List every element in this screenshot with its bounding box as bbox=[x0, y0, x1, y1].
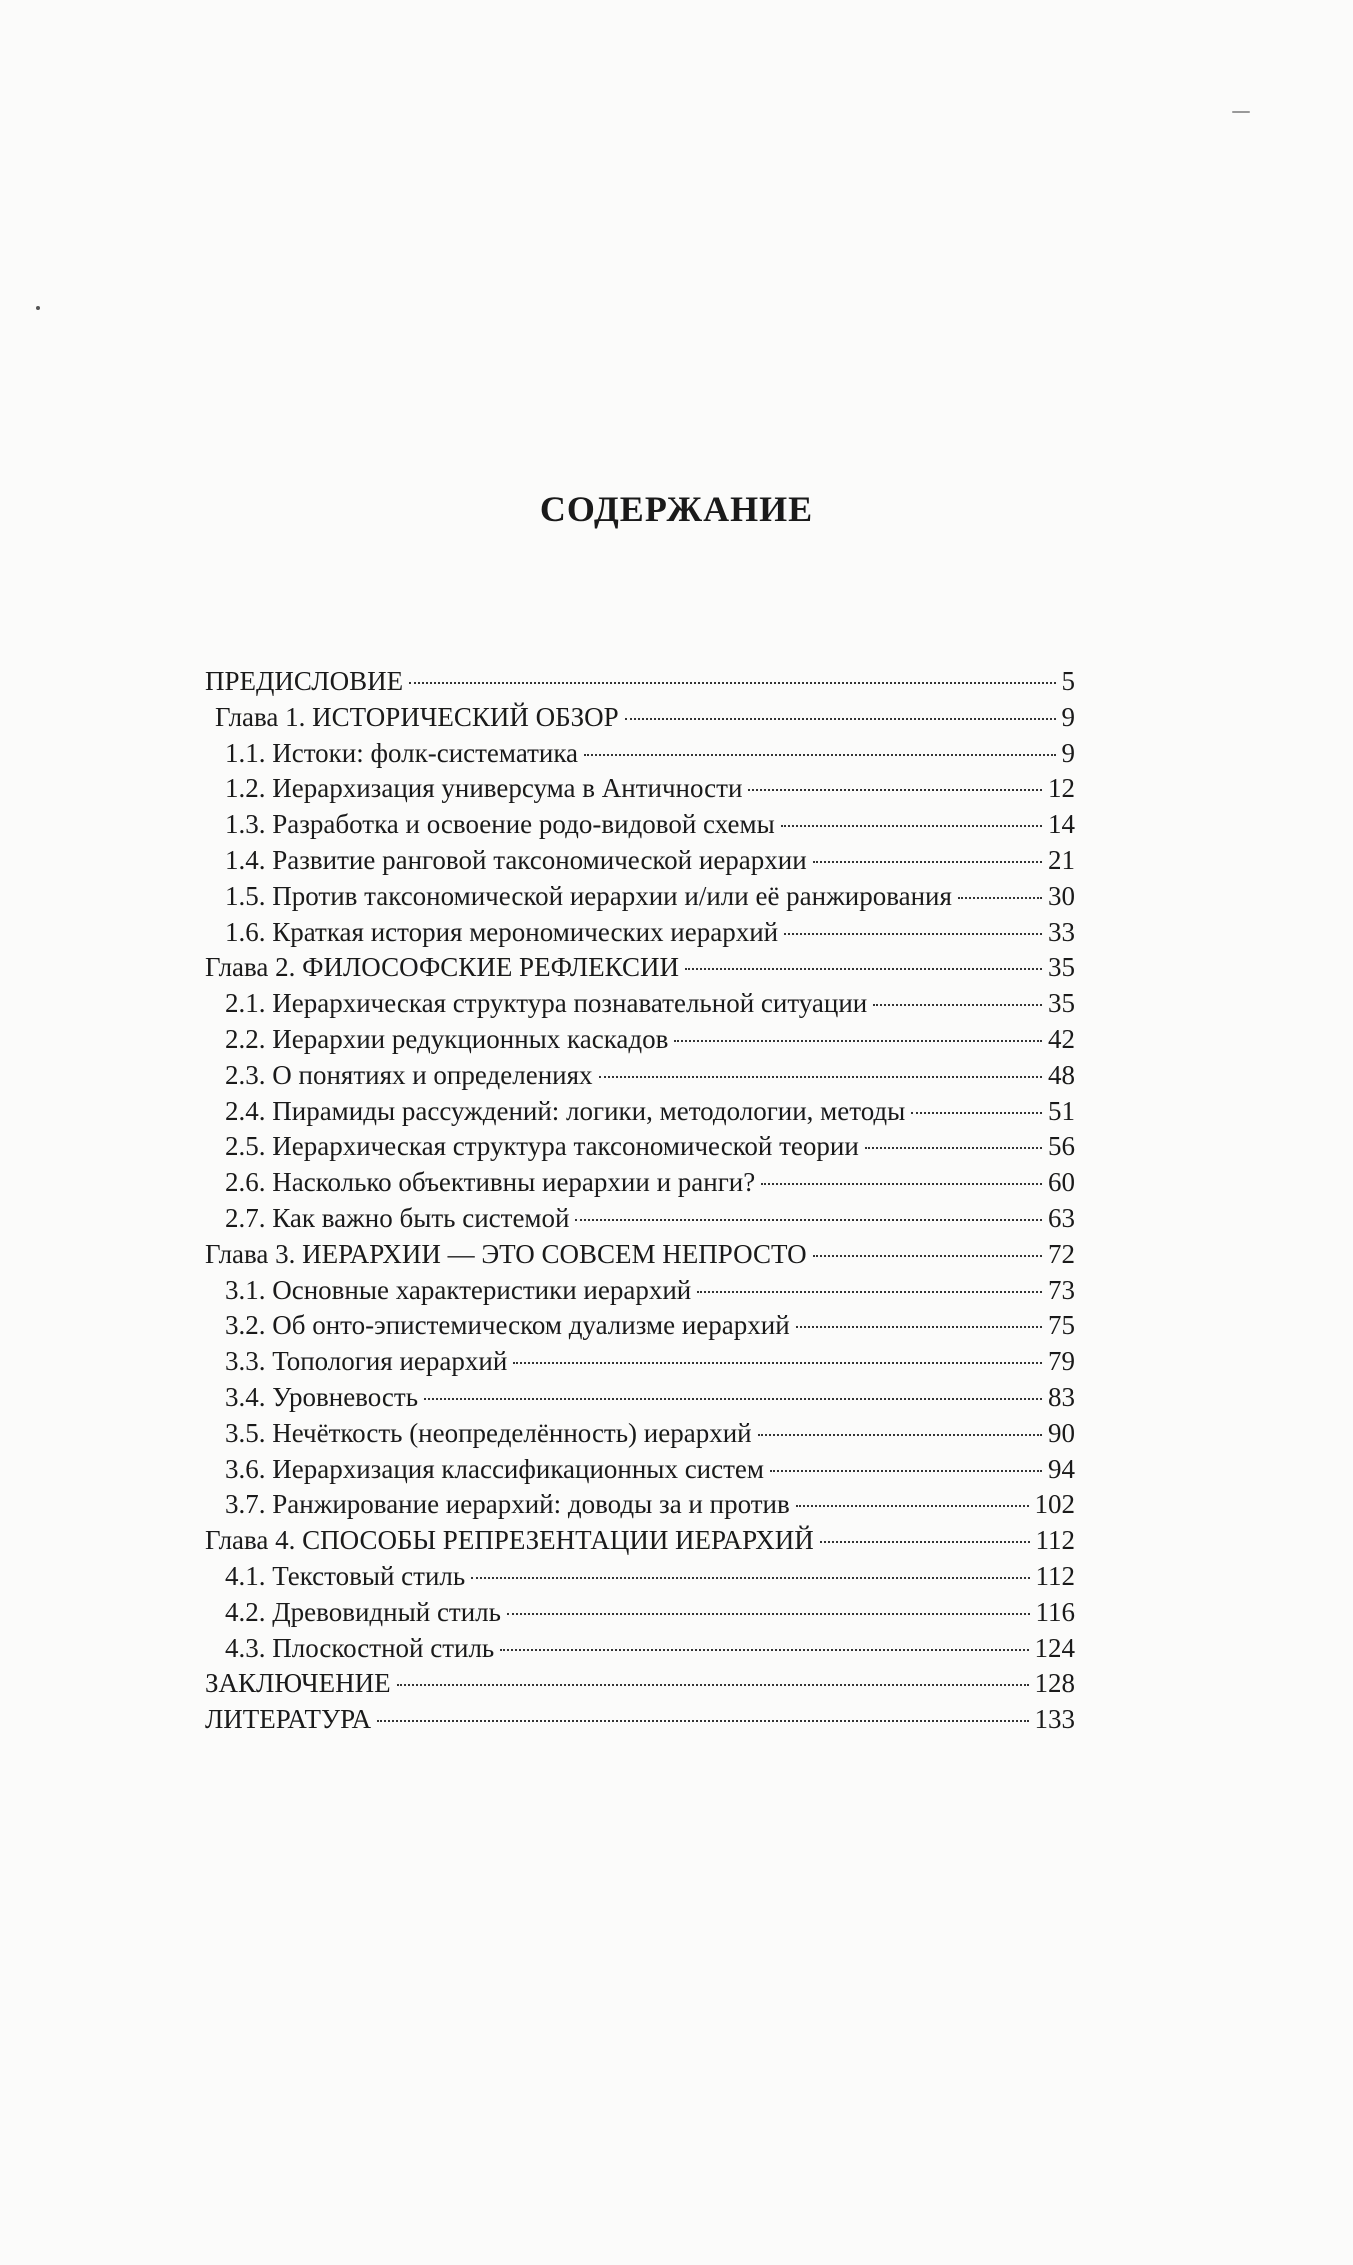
toc-entry-label: 4.3. Плоскостной стиль bbox=[225, 1632, 495, 1663]
toc-entry[interactable] bbox=[205, 1666, 1075, 1702]
dot-leader bbox=[770, 1470, 1042, 1472]
dot-leader bbox=[697, 1291, 1042, 1293]
dot-leader bbox=[424, 1398, 1042, 1400]
toc-entry[interactable] bbox=[205, 1201, 1075, 1237]
toc-entry[interactable] bbox=[205, 700, 1075, 736]
dot-leader bbox=[575, 1219, 1042, 1221]
toc-entry[interactable] bbox=[205, 807, 1075, 843]
toc-entry[interactable] bbox=[205, 1022, 1075, 1058]
toc-entry-page: 9 bbox=[1061, 737, 1075, 768]
toc-entry-label: 3.5. Нечёткость (неопределённость) иерархий bbox=[225, 1417, 752, 1448]
toc-entry-page: 12 bbox=[1048, 773, 1075, 804]
toc-entry-page: 56 bbox=[1048, 1131, 1075, 1162]
toc-entry[interactable] bbox=[205, 1452, 1075, 1488]
dot-leader bbox=[758, 1434, 1042, 1436]
dot-leader bbox=[397, 1684, 1029, 1686]
toc-entry[interactable] bbox=[205, 843, 1075, 879]
toc-entry-label: 1.6. Краткая история мерономических иерархий bbox=[225, 916, 779, 947]
toc-entry-page: 35 bbox=[1048, 952, 1075, 983]
toc-entry-label: 4.2. Древовидный стиль bbox=[225, 1596, 501, 1627]
toc-entry-page: 116 bbox=[1035, 1596, 1075, 1627]
toc-entry-label: Глава 4. СПОСОБЫ РЕПРЕЗЕНТАЦИИ ИЕРАРХИЙ bbox=[205, 1525, 814, 1556]
dot-leader bbox=[409, 682, 1055, 684]
dot-leader bbox=[813, 1255, 1042, 1257]
toc-entry-label: 1.2. Иерархизация универсума в Античности bbox=[225, 773, 743, 804]
toc-entry-label: Глава 3. ИЕРАРХИИ — ЭТО СОВСЕМ НЕПРОСТО bbox=[205, 1238, 807, 1269]
toc-entry[interactable] bbox=[205, 1344, 1075, 1380]
dot-leader bbox=[873, 1004, 1042, 1006]
toc-entry-label: 3.6. Иерархизация классификационных систем bbox=[225, 1453, 764, 1484]
toc-entry[interactable] bbox=[205, 1595, 1075, 1631]
toc-entry-label: 2.2. Иерархии редукционных каскадов bbox=[225, 1023, 669, 1054]
toc-entry-page: 94 bbox=[1048, 1453, 1075, 1484]
toc-entry[interactable] bbox=[205, 1523, 1075, 1559]
toc-entry[interactable] bbox=[205, 1308, 1075, 1344]
toc-entry-page: 124 bbox=[1034, 1632, 1075, 1663]
toc-entry[interactable] bbox=[205, 664, 1075, 700]
dot-leader bbox=[796, 1505, 1029, 1507]
dot-leader bbox=[748, 789, 1042, 791]
toc-entry[interactable] bbox=[205, 1273, 1075, 1309]
toc-entry-label: 1.3. Разработка и освоение родо-видовой схемы bbox=[225, 809, 775, 840]
toc-entry-label: Глава 2. ФИЛОСОФСКИЕ РЕФЛЕКСИИ bbox=[205, 952, 680, 983]
toc-entry-page: 73 bbox=[1048, 1274, 1075, 1305]
dot-leader bbox=[471, 1577, 1029, 1579]
toc-entry-page: 33 bbox=[1048, 916, 1075, 947]
toc-entry-page: 5 bbox=[1061, 666, 1075, 696]
toc-entry[interactable] bbox=[205, 1487, 1075, 1523]
dot-leader bbox=[796, 1326, 1042, 1328]
toc-entry-page: 112 bbox=[1035, 1525, 1075, 1556]
dot-leader bbox=[958, 897, 1042, 899]
toc-entry[interactable] bbox=[205, 1094, 1075, 1130]
dot-leader bbox=[685, 968, 1042, 970]
toc-entry-label: ЛИТЕРАТУРА bbox=[205, 1704, 372, 1735]
toc-entry[interactable] bbox=[205, 736, 1075, 772]
toc-entry-label: 3.2. Об онто-эпистемическом дуализме иерархий bbox=[225, 1310, 790, 1341]
toc-entry-label: 2.1. Иерархическая структура познавательной ситуации bbox=[225, 988, 868, 1019]
toc-entry-page: 102 bbox=[1034, 1489, 1075, 1520]
dot-leader bbox=[584, 754, 1055, 756]
toc-entry-page: 72 bbox=[1048, 1238, 1075, 1269]
dot-leader bbox=[625, 718, 1056, 720]
toc-entry-label: Глава 1. ИСТОРИЧЕСКИЙ ОБЗОР bbox=[215, 701, 619, 732]
toc-entry-page: 51 bbox=[1048, 1095, 1075, 1126]
toc-entry[interactable] bbox=[205, 1058, 1075, 1094]
toc-entry[interactable] bbox=[205, 771, 1075, 807]
toc-entry-page: 83 bbox=[1048, 1381, 1075, 1412]
dot-leader bbox=[500, 1649, 1028, 1651]
toc-entry-page: 21 bbox=[1048, 844, 1075, 875]
toc-entry[interactable] bbox=[205, 1416, 1075, 1452]
toc-entry-label: 2.7. Как важно быть системой bbox=[225, 1202, 570, 1233]
toc-entry[interactable] bbox=[205, 1129, 1075, 1165]
toc-entry-label: 1.1. Истоки: фолк-систематика bbox=[225, 737, 579, 768]
toc-entry-page: 60 bbox=[1048, 1167, 1075, 1198]
toc-entry[interactable] bbox=[205, 1559, 1075, 1595]
toc-entry[interactable] bbox=[205, 950, 1075, 986]
scan-speck bbox=[1232, 111, 1250, 113]
dot-leader bbox=[865, 1147, 1042, 1149]
toc-entry-page: 35 bbox=[1048, 988, 1075, 1019]
toc-entry-label: 3.1. Основные характеристики иерархий bbox=[225, 1274, 692, 1305]
dot-leader bbox=[911, 1112, 1042, 1114]
toc-entry[interactable] bbox=[205, 1237, 1075, 1273]
toc-entry-label: 4.1. Текстовый стиль bbox=[225, 1560, 466, 1591]
toc-entry-page: 14 bbox=[1048, 809, 1075, 840]
toc-entry-label: 1.5. Против таксономической иерархии и/или её ранжирования bbox=[225, 880, 952, 911]
dot-leader bbox=[507, 1613, 1030, 1615]
toc-entry-label: 2.5. Иерархическая структура таксономической теории bbox=[225, 1131, 859, 1162]
dot-leader bbox=[820, 1541, 1030, 1543]
toc-entry-label: 3.4. Уровневость bbox=[225, 1381, 419, 1412]
dot-leader bbox=[761, 1183, 1042, 1185]
toc-entry-label: 3.7. Ранжирование иерархий: доводы за и против bbox=[225, 1489, 790, 1520]
toc-entry[interactable] bbox=[205, 1631, 1075, 1667]
toc-entry-label: 2.4. Пирамиды рассуждений: логики, методологии, методы bbox=[225, 1095, 906, 1126]
toc-entry-page: 90 bbox=[1048, 1417, 1075, 1448]
toc-entry-label: 2.6. Насколько объективны иерархии и ранги? bbox=[225, 1167, 756, 1198]
page-title: СОДЕРЖАНИЕ bbox=[539, 489, 814, 529]
toc-entry-page: 79 bbox=[1048, 1346, 1075, 1377]
dot-leader bbox=[781, 825, 1042, 827]
scan-speck bbox=[36, 306, 40, 310]
toc-entry-page: 42 bbox=[1048, 1023, 1075, 1054]
toc-entry[interactable] bbox=[205, 879, 1075, 915]
dot-leader bbox=[813, 861, 1042, 863]
toc-entry-label: ПРЕДИСЛОВИЕ bbox=[205, 666, 404, 696]
toc-entry-label: 3.3. Топология иерархий bbox=[225, 1346, 508, 1377]
table-of-contents bbox=[205, 664, 1075, 1738]
toc-entry-page: 133 bbox=[1034, 1704, 1075, 1735]
toc-entry-page: 63 bbox=[1048, 1202, 1075, 1233]
toc-entry-page: 30 bbox=[1048, 880, 1075, 911]
dot-leader bbox=[599, 1076, 1042, 1078]
toc-entry[interactable] bbox=[205, 1165, 1075, 1201]
toc-entry-page: 112 bbox=[1035, 1560, 1075, 1591]
toc-entry[interactable] bbox=[205, 1380, 1075, 1416]
toc-entry-page: 9 bbox=[1061, 701, 1075, 732]
toc-entry[interactable] bbox=[205, 915, 1075, 951]
dot-leader bbox=[513, 1362, 1042, 1364]
toc-entry-page: 75 bbox=[1048, 1310, 1075, 1341]
toc-entry-label: 2.3. О понятиях и определениях bbox=[225, 1059, 593, 1090]
dot-leader bbox=[784, 933, 1042, 935]
toc-entry-page: 128 bbox=[1034, 1668, 1075, 1699]
toc-entry-page: 48 bbox=[1048, 1059, 1075, 1090]
toc-entry[interactable] bbox=[205, 1702, 1075, 1738]
toc-entry-label: ЗАКЛЮЧЕНИЕ bbox=[205, 1668, 391, 1699]
dot-leader bbox=[377, 1720, 1028, 1722]
toc-entry[interactable] bbox=[205, 986, 1075, 1022]
toc-entry-label: 1.4. Развитие ранговой таксономической иерархии bbox=[225, 844, 807, 875]
dot-leader bbox=[674, 1040, 1042, 1042]
